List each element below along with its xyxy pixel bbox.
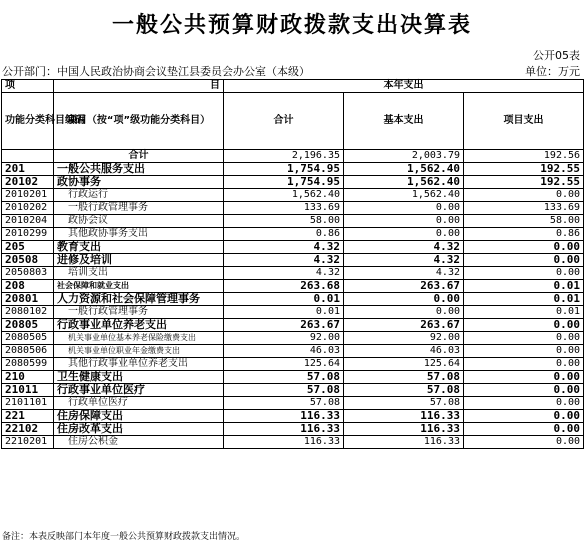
row-name: 教育支出 xyxy=(54,241,224,254)
table-row xyxy=(2,410,584,423)
row-basic: 92.00 xyxy=(344,332,464,345)
table-row xyxy=(2,228,584,241)
table-row xyxy=(2,371,584,384)
row-basic: 263.67 xyxy=(344,280,464,293)
header-name: 项目（按“项”级功能分类科目） xyxy=(54,93,224,150)
table-row xyxy=(2,176,584,189)
row-code: 208 xyxy=(2,280,54,293)
table-row xyxy=(2,384,584,397)
row-total: 0.01 xyxy=(224,306,344,319)
row-basic: 4.32 xyxy=(344,254,464,267)
row-basic: 1,562.40 xyxy=(344,176,464,189)
expenditure-table xyxy=(1,79,584,449)
table-row xyxy=(2,345,584,358)
row-total: 57.08 xyxy=(224,371,344,384)
row-code: 210 xyxy=(2,371,54,384)
row-total: 92.00 xyxy=(224,332,344,345)
row-name: 机关事业单位基本养老保险缴费支出 xyxy=(54,332,224,345)
row-project: 0.00 xyxy=(464,267,584,280)
row-project: 0.00 xyxy=(464,397,584,410)
row-code: 2010202 xyxy=(2,202,54,215)
table-row xyxy=(2,280,584,293)
row-total: 2,196.35 xyxy=(224,150,344,163)
row-total: 1,562.40 xyxy=(224,189,344,202)
row-code: 2080506 xyxy=(2,345,54,358)
row-total: 0.01 xyxy=(224,293,344,306)
row-basic: 125.64 xyxy=(344,358,464,371)
row-total: 116.33 xyxy=(224,436,344,449)
table-row xyxy=(2,397,584,410)
row-project: 0.01 xyxy=(464,306,584,319)
row-basic: 1,562.40 xyxy=(344,163,464,176)
row-code: 21011 xyxy=(2,384,54,397)
row-basic: 4.32 xyxy=(344,241,464,254)
row-project: 0.00 xyxy=(464,410,584,423)
header-project: 项目支出 xyxy=(464,93,584,150)
row-total: 1,754.95 xyxy=(224,176,344,189)
department-label: 公开部门：中国人民政治协商会议垫江县委员会办公室（本级） xyxy=(2,65,310,78)
footnote: 备注：本表反映部门本年度一般公共预算财政拨款支出情况。 xyxy=(2,532,246,542)
row-project: 0.00 xyxy=(464,384,584,397)
table-row xyxy=(2,241,584,254)
row-name: 机关事业单位职业年金缴费支出 xyxy=(54,345,224,358)
row-name: 其他政协事务支出 xyxy=(54,228,224,241)
row-basic: 0.00 xyxy=(344,293,464,306)
row-code: 2010204 xyxy=(2,215,54,228)
row-total: 1,754.95 xyxy=(224,163,344,176)
row-name: 一般行政管理事务 xyxy=(54,306,224,319)
row-project: 0.00 xyxy=(464,371,584,384)
row-name: 人力资源和社会保障管理事务 xyxy=(54,293,224,306)
row-total: 0.86 xyxy=(224,228,344,241)
unit-label: 单位：万元 xyxy=(525,65,580,78)
row-total: 133.69 xyxy=(224,202,344,215)
row-name: 一般公共服务支出 xyxy=(54,163,224,176)
row-code: 2080599 xyxy=(2,358,54,371)
row-code: 20102 xyxy=(2,176,54,189)
table-row xyxy=(2,202,584,215)
table-row xyxy=(2,267,584,280)
row-name: 政协会议 xyxy=(54,215,224,228)
row-code: 20801 xyxy=(2,293,54,306)
row-name: 行政运行 xyxy=(54,189,224,202)
row-project: 192.56 xyxy=(464,150,584,163)
row-code: 205 xyxy=(2,241,54,254)
table-row xyxy=(2,319,584,332)
row-project: 0.00 xyxy=(464,332,584,345)
row-total: 263.67 xyxy=(224,319,344,332)
row-name: 住房公积金 xyxy=(54,436,224,449)
row-total: 263.68 xyxy=(224,280,344,293)
row-basic: 116.33 xyxy=(344,410,464,423)
header-row-1 xyxy=(2,80,584,93)
header-code: 功能分类科目编码 xyxy=(2,93,54,150)
row-basic: 116.33 xyxy=(344,436,464,449)
row-name: 行政事业单位医疗 xyxy=(54,384,224,397)
row-name: 社会保障和就业支出 xyxy=(54,280,224,293)
row-basic: 0.00 xyxy=(344,306,464,319)
row-basic: 0.00 xyxy=(344,202,464,215)
row-code: 201 xyxy=(2,163,54,176)
table-row xyxy=(2,150,584,163)
row-basic: 4.32 xyxy=(344,267,464,280)
row-project: 192.55 xyxy=(464,163,584,176)
row-total: 57.08 xyxy=(224,397,344,410)
row-total: 4.32 xyxy=(224,241,344,254)
table-row xyxy=(2,215,584,228)
row-name: 一般行政管理事务 xyxy=(54,202,224,215)
row-project: 0.00 xyxy=(464,436,584,449)
row-basic: 2,003.79 xyxy=(344,150,464,163)
row-total: 46.03 xyxy=(224,345,344,358)
row-name: 行政事业单位养老支出 xyxy=(54,319,224,332)
header-mu: 目 xyxy=(54,80,224,93)
row-basic: 0.00 xyxy=(344,215,464,228)
row-code: 2210201 xyxy=(2,436,54,449)
row-total: 58.00 xyxy=(224,215,344,228)
row-basic: 0.00 xyxy=(344,228,464,241)
row-basic: 57.08 xyxy=(344,371,464,384)
row-project: 0.00 xyxy=(464,254,584,267)
row-name: 合计 xyxy=(54,150,224,163)
header-this-year: 本年支出 xyxy=(224,80,584,93)
table-row xyxy=(2,358,584,371)
row-project: 0.00 xyxy=(464,189,584,202)
row-total: 4.32 xyxy=(224,267,344,280)
header-basic: 基本支出 xyxy=(344,93,464,150)
row-basic: 116.33 xyxy=(344,423,464,436)
row-name: 卫生健康支出 xyxy=(54,371,224,384)
row-project: 0.00 xyxy=(464,241,584,254)
row-code: 2080102 xyxy=(2,306,54,319)
table-row xyxy=(2,254,584,267)
row-project: 58.00 xyxy=(464,215,584,228)
table-row xyxy=(2,306,584,319)
row-name: 住房改革支出 xyxy=(54,423,224,436)
page-title: 一般公共预算财政拨款支出决算表 xyxy=(111,12,472,38)
row-total: 116.33 xyxy=(224,423,344,436)
row-name: 政协事务 xyxy=(54,176,224,189)
row-code xyxy=(2,150,54,163)
row-basic: 1,562.40 xyxy=(344,189,464,202)
row-project: 192.55 xyxy=(464,176,584,189)
table-row xyxy=(2,163,584,176)
table-row xyxy=(2,293,584,306)
row-code: 221 xyxy=(2,410,54,423)
row-project: 0.86 xyxy=(464,228,584,241)
row-basic: 57.08 xyxy=(344,384,464,397)
row-total: 125.64 xyxy=(224,358,344,371)
row-name: 行政单位医疗 xyxy=(54,397,224,410)
row-total: 57.08 xyxy=(224,384,344,397)
row-project: 0.00 xyxy=(464,319,584,332)
row-project: 0.00 xyxy=(464,358,584,371)
table-row xyxy=(2,332,584,345)
table-row xyxy=(2,189,584,202)
row-code: 2010299 xyxy=(2,228,54,241)
row-code: 2080505 xyxy=(2,332,54,345)
row-project: 0.01 xyxy=(464,280,584,293)
row-basic: 57.08 xyxy=(344,397,464,410)
table-row xyxy=(2,423,584,436)
row-code: 22102 xyxy=(2,423,54,436)
row-code: 20508 xyxy=(2,254,54,267)
row-basic: 263.67 xyxy=(344,319,464,332)
row-name: 进修及培训 xyxy=(54,254,224,267)
header-row-2 xyxy=(2,93,584,150)
row-code: 2010201 xyxy=(2,189,54,202)
row-project: 0.00 xyxy=(464,345,584,358)
row-code: 2050803 xyxy=(2,267,54,280)
row-name: 住房保障支出 xyxy=(54,410,224,423)
header-item: 项 xyxy=(2,80,54,93)
row-project: 133.69 xyxy=(464,202,584,215)
row-name: 其他行政事业单位养老支出 xyxy=(54,358,224,371)
table-row xyxy=(2,436,584,449)
row-name: 培训支出 xyxy=(54,267,224,280)
header-total: 合计 xyxy=(224,93,344,150)
row-project: 0.01 xyxy=(464,293,584,306)
form-number: 公开05表 xyxy=(533,49,580,62)
row-code: 20805 xyxy=(2,319,54,332)
row-total: 116.33 xyxy=(224,410,344,423)
row-total: 4.32 xyxy=(224,254,344,267)
row-basic: 46.03 xyxy=(344,345,464,358)
row-code: 2101101 xyxy=(2,397,54,410)
row-project: 0.00 xyxy=(464,423,584,436)
